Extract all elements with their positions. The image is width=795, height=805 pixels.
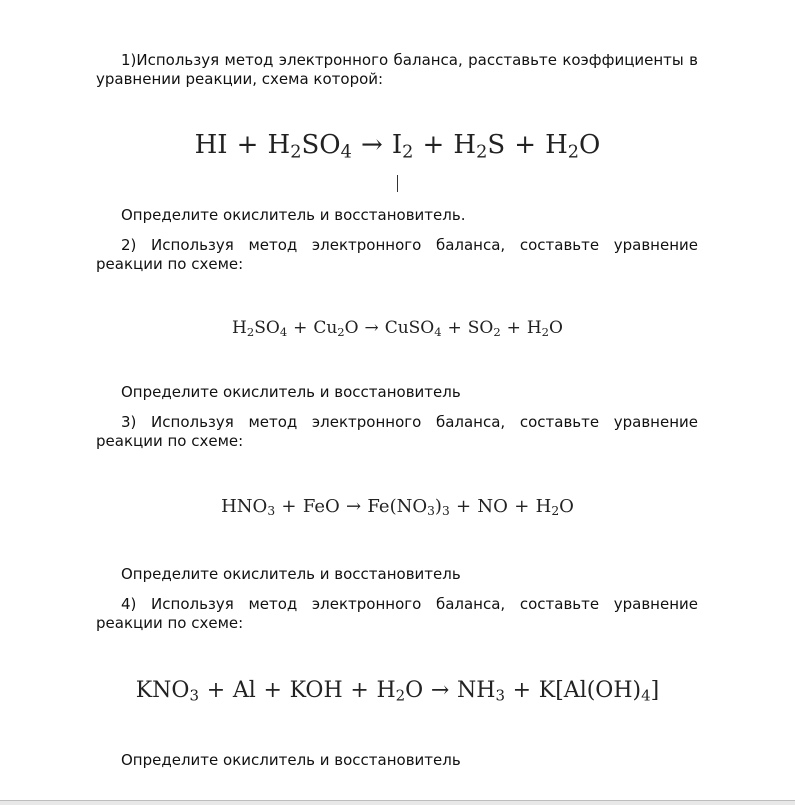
task2-text: 2) Используя метод электронного баланса, составьте уравнение реакции по схеме:: [96, 236, 698, 273]
text-cursor: [397, 175, 398, 192]
task4-question: Определите окислитель и восстановитель: [121, 751, 461, 769]
task4-text: 4) Используя метод электронного баланса, составьте уравнение реакции по схеме:: [96, 595, 698, 632]
task3-question: Определите окислитель и восстановитель: [121, 565, 461, 583]
task1-question: Определите окислитель и восстановитель.: [121, 206, 466, 224]
task1-formula: HI + $H_2SO_4 \to I_2 + H_2S + H_2O$: [194, 130, 601, 163]
task2-question: Определите окислитель и восстановитель: [121, 383, 461, 401]
page-bottom-edge: [0, 800, 795, 805]
task3-formula: $HNO_3$ + FeO → $Fe(NO_3)_3$ + NO + $H_2O$: [221, 496, 574, 519]
task1-text: 1)Используя метод электронного баланса, расставьте коэффициенты в уравнении реакции, схема которой:: [96, 51, 698, 88]
task2-formula: $H_2SO_4 + Cu_2O$ → CuSO$_4$ + $SO_2 + H_2O$: [232, 318, 563, 339]
task3-text: 3) Используя метод электронного баланса, составьте уравнение реакции по схеме:: [96, 413, 698, 450]
task4-formula: $KNO_3 + Al$ + KOH + $H_2O \to NH_3 + K[Al(OH)_4]$: [135, 678, 660, 705]
